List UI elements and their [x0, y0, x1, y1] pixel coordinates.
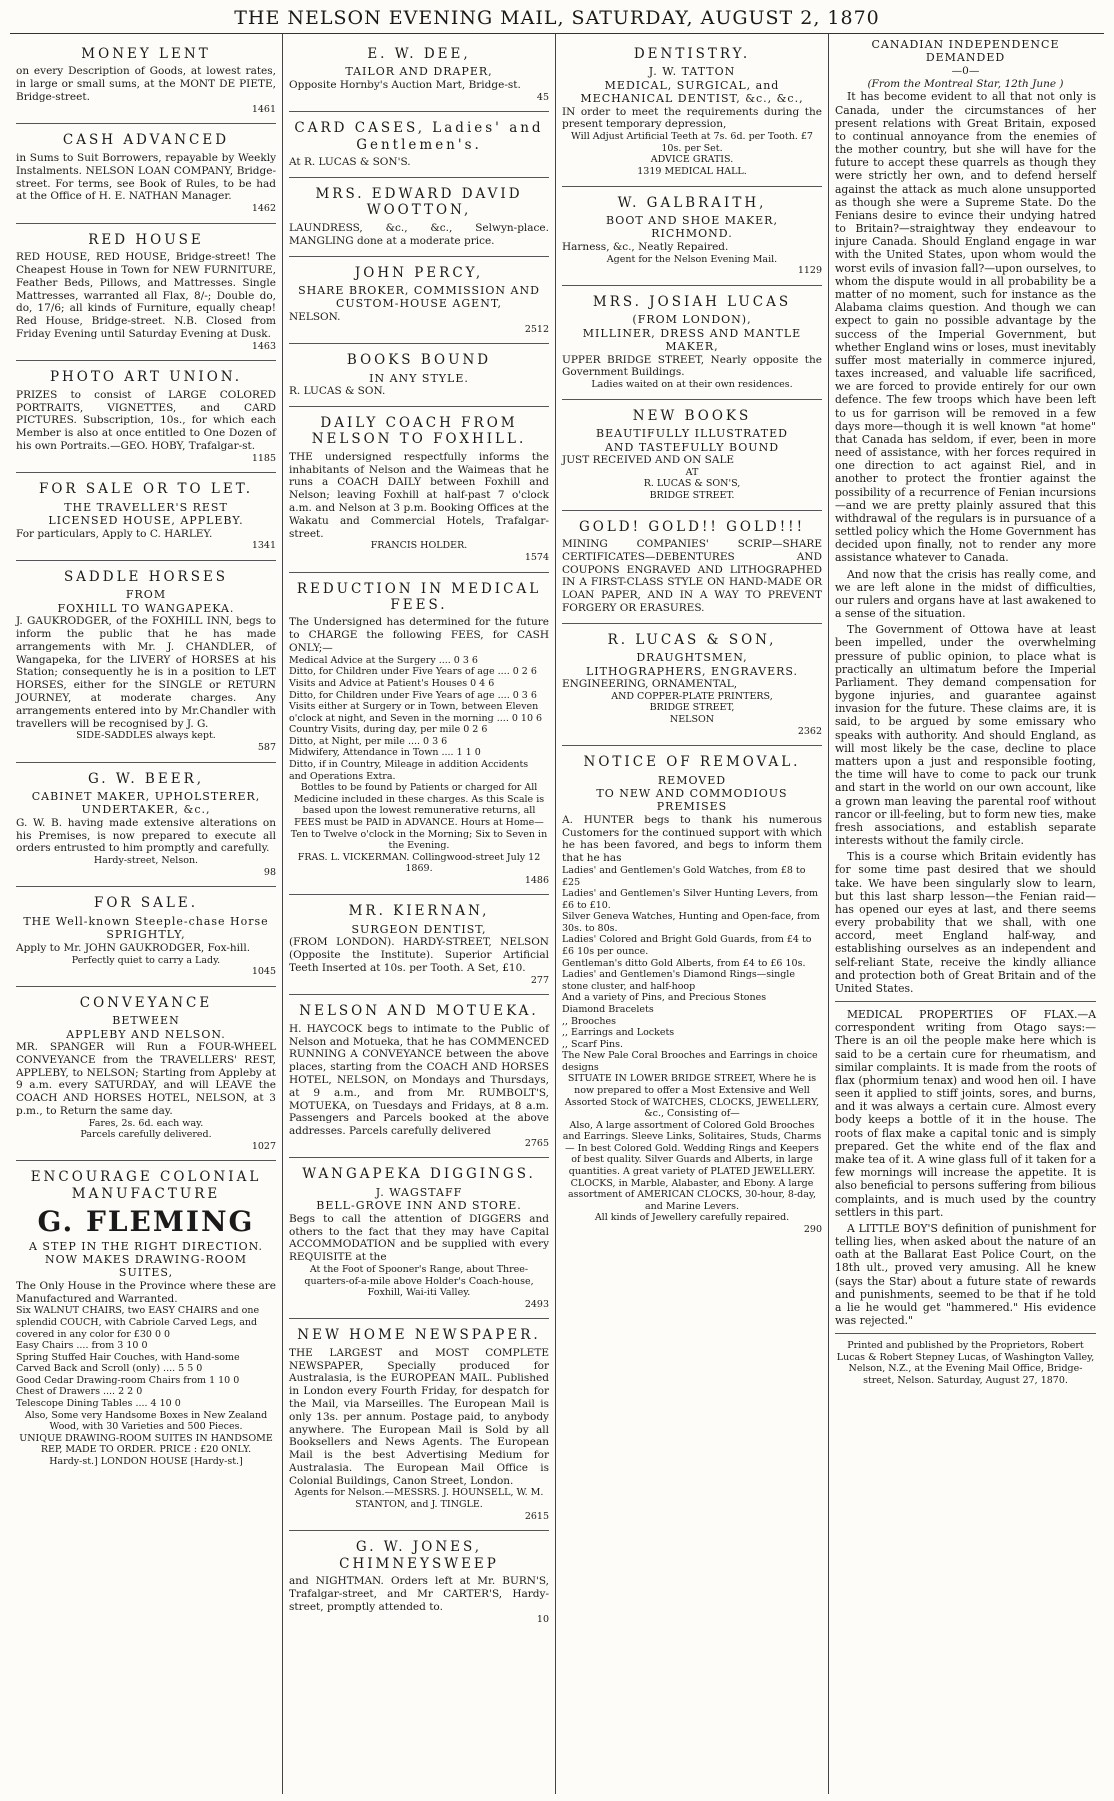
ad-body: J. GAUKRODGER, of the FOXHILL INN, begs to inform the public that he has made arrangements with Mr. J. CHANDLER, of Wangapeka, for the LIVERY of HORSES at his Station; consequently he is in a position to LET HORSES, either for the SINGLE or RETURN JOURNEY, at moderate charges. Any arrangements entered into by Mr.Chandler with travellers will be recognised by J. G.: [16, 615, 276, 730]
advertisement: [289, 995, 549, 1158]
ad-extra: FRANCIS HOLDER.: [370, 540, 468, 552]
ad-title: DENTISTRY.: [633, 46, 751, 62]
ad-title: GOLD! GOLD!! GOLD!!!: [578, 518, 806, 535]
ad-extra-2: FRAS. L. VICKERMAN. Collingwood-street July 12 1869.: [297, 851, 541, 875]
ad-number: 1027: [251, 1140, 276, 1152]
advertisement: [289, 38, 549, 112]
ad-body: THE undersigned respectfully informs the inhabitants of Nelson and the Waimeas that he runs a COACH DAILY between Foxhill and Nelson; leaving Foxhill at half-past 7 o'clock a.m. and Nelson at 3 p.m. Booking Offices at the Wakatu and Commercial Hotels, Trafalgar-street.: [289, 450, 549, 540]
ad-number: 1461: [251, 103, 276, 115]
price-list-item: Ditto, for Children under Five Years of age .... 0 2 6: [289, 666, 537, 678]
ad-subtitle-2: APPLEBY AND NELSON.: [66, 1027, 226, 1041]
price-list-item: ,, Earrings and Lockets: [562, 1027, 675, 1039]
article-paragraph: And now that the crisis has really come, and we are left alone in the midst of difficulties, our rulers and organs have at last awakened to a sense of the situation.: [835, 567, 1096, 621]
ad-subtitle: BOOT AND SHOE MAKER,: [606, 214, 778, 228]
ad-footer: NELSON: [669, 713, 715, 725]
ad-subtitle: IN ANY STYLE.: [369, 371, 469, 385]
price-list-item: The New Pale Coral Brooches and Earrings in choice designs: [562, 1050, 818, 1073]
ad-extra: Perfectly quiet to carry a Lady.: [71, 954, 221, 966]
ad-title: CARD CASES, Ladies' and Gentlemen's.: [294, 120, 544, 153]
ad-body: in Sums to Suit Borrowers, repayable by Weekly Instalments. NELSON LOAN COMPANY, Bridge-street. For terms, see Book of Rules, to be had at the Office of H. E. NATHAN Manager.: [16, 151, 276, 203]
ad-body: MR. SPANGER will Run a FOUR-WHEEL CONVEYANCE from the TRAVELLERS' REST, APPLEBY, to NELSON; Starting from Appleby at 9 a.m. every SATURDAY, and will LEAVE the COACH AND HORSES HOTEL, NELSON, at 3 p.m., to Return the same day.: [16, 1040, 276, 1117]
ad-body: IN order to meet the requirements during the present temporary depression,: [562, 105, 822, 131]
ad-extra: Will Adjust Artificial Teeth at 7s. 6d. per Tooth. £7 10s. per Set.: [571, 131, 813, 154]
ad-subtitle: TAILOR AND DRAPER,: [345, 65, 493, 79]
ad-body: Harness, &c., Neatly Repaired.: [562, 240, 729, 253]
flax-title: MEDICAL PROPERTIES OF FLAX.: [847, 1008, 1078, 1022]
advertisement: [16, 1161, 276, 1475]
ad-body: LAUNDRESS, &c., &c., Selwyn-place. MANGLING done at a moderate price.: [289, 221, 549, 247]
ad-body: (FROM LONDON). HARDY-STREET, NELSON (Opposite the Institute). Superior Artificial Teeth Inserted at 10s. per Tooth. A Set, £10.: [289, 936, 549, 974]
price-list-item: ,, Brooches: [562, 1015, 616, 1027]
ad-subtitle: A STEP IN THE RIGHT DIRECTION.: [28, 1239, 263, 1253]
advertisement: [289, 407, 549, 573]
ad-big-title: G. FLEMING: [37, 1205, 255, 1239]
ad-extra: SIDE-SADDLES always kept.: [76, 730, 216, 742]
column-3: [556, 34, 829, 1794]
ad-body: Begs to call the attention of DIGGERS and others to the fact that they may have Capital ACCOMMODATION and be supplied with every REQUISITE at the: [289, 1212, 549, 1264]
ad-body: Opposite Hornby's Auction Mart, Bridge-st.: [289, 78, 521, 91]
price-list-item: Silver Geneva Watches, Hunting and Open-face, from 30s. to 80s.: [562, 911, 820, 934]
ad-subtitle-2: TO NEW AND COMMODIOUS PREMISES: [596, 787, 788, 814]
ad-footer: Hardy-st.] LONDON HOUSE [Hardy-st.]: [49, 1455, 243, 1467]
ad-body: A. HUNTER begs to thank his numerous Customers for the continued support with which he has been favored, and begs to inform them that he has: [562, 813, 822, 865]
ad-number: 587: [257, 742, 276, 754]
ad-title: G. W. BEER,: [87, 770, 205, 787]
advertisement: [289, 178, 549, 257]
advertisement: [562, 38, 822, 187]
ad-title: R. LUCAS & SON,: [607, 631, 777, 648]
price-list-item: Telescope Dining Tables .... 4 10 0: [16, 1397, 181, 1409]
advertisement: [562, 400, 822, 511]
ad-body: PRIZES to consist of LARGE COLORED PORTRAITS, VIGNETTES, and CARD PICTURES. Subscription, 10s., for which each Member is also at once entitled to One Dozen of his own Portraits.—GEO. HOBY, Trafalgar-st.: [16, 388, 276, 452]
advertisement: [562, 746, 822, 1243]
ad-body: H. HAYCOCK begs to intimate to the Public of Nelson and Motueka, that he has COMMENCED RUNNING A CONVEYANCE between the above places, starting from the COACH AND HORSES HOTEL, NELSON, on Mondays and Thursdays, at 9 a.m., and from Mr. RUMBOLT'S, MOTUEKA, on Tuesdays and Fridays, at 8 a.m. Passengers and Parcels booked at the above addresses. Parcels carefully delivered: [289, 1022, 549, 1138]
advertisement: [16, 473, 276, 561]
ad-number: 1129: [797, 265, 822, 277]
price-list-item: Country Visits, during day, per mile 0 2 6: [289, 724, 488, 736]
price-list-item: Spring Stuffed Hair Couches, with Hand-some Carved Back and Scroll (only) .... 5 5 0: [16, 1351, 240, 1375]
article-source: (From the Montreal Star, 12th June ): [867, 77, 1064, 90]
ad-title: BOOKS BOUND: [346, 352, 492, 369]
ad-title: MONEY LENT: [81, 46, 211, 62]
advertisement: [289, 1319, 549, 1531]
ad-body: MINING COMPANIES' SCRIP—SHARE CERTIFICATES—DEBENTURES AND COUPONS ENGRAVED AND LITHOGRAPHED IN A FIRST-CLASS STYLE ON HAND-MADE OR LOAN PAPER, AND IN A WAY TO PREVENT FORGERY OR ERASURES.: [562, 537, 822, 614]
price-list-item: Visits either at Surgery or in Town, between Eleven o'clock at night, and Seven in the morning .... 0 10 6: [289, 701, 543, 724]
advertisement: [16, 224, 276, 362]
ad-extra-2: R. LUCAS & SON'S,: [643, 478, 741, 490]
price-list-item: Ladies' and Gentlemen's Diamond Rings—single stone cluster, and half-hoop: [562, 969, 795, 992]
ad-extra: SITUATE IN LOWER BRIDGE STREET, Where he is now prepared to offer a Most Extensive and Well Assorted Stock of WATCHES, CLOCKS, JEWELLERY, &c., Consisting of—: [564, 1073, 820, 1120]
advertisement: [16, 763, 276, 888]
ad-extra: Agent for the Nelson Evening Mail.: [606, 253, 778, 265]
ad-body: At R. LUCAS & SON'S.: [289, 156, 411, 169]
ad-body: For particulars, Apply to C. HARLEY.: [16, 527, 213, 540]
masthead: THE NELSON EVENING MAIL, SATURDAY, AUGUST 2, 1870: [10, 0, 1104, 34]
ad-subtitle: THE TRAVELLER'S REST: [64, 500, 228, 514]
ad-title: SADDLE HORSES: [63, 568, 229, 585]
ad-title: NOTICE OF REMOVAL.: [583, 754, 801, 771]
ad-title: WANGAPEKA DIGGINGS.: [302, 1166, 536, 1183]
ad-number: 2493: [524, 1298, 549, 1310]
price-list-item: Good Cedar Drawing-room Chairs from 1 10 0: [16, 1374, 240, 1386]
advertisement: [289, 895, 549, 995]
ad-number: 1574: [524, 551, 549, 563]
ad-body: RED HOUSE, RED HOUSE, Bridge-street! The Cheapest House in Town for NEW FURNITURE, Feather Beds, Pillows, and Mattresses. Single Mattresses, warranted all Flax, 8/-; Double do, do, 17/6; all kinds of Furniture, equally cheap! Red House, Bridge-street. N.B. Closed from Friday Evening until Saturday Evening at Dusk.: [16, 251, 276, 340]
ad-number: 2512: [524, 323, 549, 335]
ad-body: The Only House in the Province where these are Manufactured and Warranted.: [16, 1279, 276, 1305]
ad-subtitle: BETWEEN: [112, 1014, 180, 1028]
advertisement: [16, 124, 276, 223]
article-body: [835, 90, 1096, 995]
ad-subtitle: SURGEON DENTIST,: [351, 922, 487, 936]
ad-number: 1462: [251, 203, 276, 215]
ad-subtitle-2: FOXHILL TO WANGAPEKA.: [57, 601, 235, 615]
advertisement: [289, 257, 549, 345]
ad-title: NELSON AND MOTUEKA.: [299, 1003, 539, 1020]
advertisement: [562, 286, 822, 400]
ad-extra-2: UNIQUE DRAWING-ROOM SUITES IN HANDSOME REP, MADE TO ORDER. PRICE : £20 ONLY.: [19, 1432, 273, 1456]
ad-subtitle: FROM: [125, 588, 167, 602]
price-list-item: Ditto, at Night, per mile .... 0 3 6: [289, 735, 448, 747]
advertisement: [562, 624, 822, 746]
ad-extra: AT: [685, 466, 699, 478]
ad-extra-2: ADVICE GRATIS.: [650, 154, 734, 166]
ad-body: JUST RECEIVED AND ON SALE: [562, 453, 735, 466]
ad-number: 45: [536, 91, 549, 103]
ad-title: CASH ADVANCED: [62, 132, 230, 149]
ad-number: 2615: [524, 1510, 549, 1522]
ad-subtitle: REMOVED: [657, 773, 727, 787]
ad-number: 2765: [524, 1137, 549, 1149]
ad-title: E. W. DEE,: [367, 46, 471, 62]
ad-body: THE LARGEST and MOST COMPLETE NEWSPAPER, Specially produced for Australasia, is the EUROPEAN MAIL. Published in London every Fourth Friday, for despatch for the Mail, via Marseilles. The European Mail is only 13s. per annum. Postage paid, to anybody anywhere. The European Mail is Sold by all Booksellers and News Agents. The European Mail is the best Advertising Medium for Australasia. The European Mail Office is Colonial Buildings, Canon Street, London.: [289, 1346, 549, 1487]
ad-number: 1185: [251, 452, 276, 464]
ad-number: 290: [803, 1223, 822, 1235]
ad-subtitle-2: AND TASTEFULLY BOUND: [604, 440, 780, 454]
ad-extra: Fares, 2s. 6d. each way.: [88, 1117, 204, 1129]
ad-extra: At the Foot of Spooner's Range, about Three-quarters-of-a-mile above Holder's Coach-house, Foxhill, Wai-iti Valley.: [304, 1263, 534, 1299]
ad-extra-2: Also, A large assortment of Colored Gold Brooches and Earrings. Sleeve Links, Solitaires, Studs, Charms — In best Colored Gold. Wedding Rings and Keepers of best quality. Silver Guards and Alberts, in large quantities. A great variety of PLATED JEWELLERY. CLOCKS, in Marble, Alabaster, and Ebony. A large assortment of AMERICAN CLOCKS, 30-hour, 8-day, and Marine Levers.: [562, 1119, 822, 1212]
ad-body: UPPER BRIDGE STREET, Nearly opposite the Government Buildings.: [562, 353, 822, 379]
price-list-item: Ladies' Colored and Bright Gold Guards, from £4 to £6 10s per ounce.: [562, 934, 812, 958]
boy-body: definition of punishment for telling lies, when asked about the nature of an oath at the Ballarat East Police Court, on the 18th ult., proved very amusing. All he knew (says the Star) about a future state of rewards and punishments, seemed to be that if he told a lie he would get "hammered." His evidence was rejected.": [835, 1221, 1096, 1328]
advertisement: [562, 187, 822, 286]
ad-extra: AND COPPER-PLATE PRINTERS,: [611, 690, 773, 702]
ad-title: PHOTO ART UNION.: [49, 369, 243, 386]
ad-extra: Hardy-street, Nelson.: [93, 855, 199, 867]
ad-extra-2: BRIDGE STREET,: [649, 702, 735, 714]
price-list-item: Ditto, if in Country, Mileage in addition Accidents and Operations Extra.: [289, 759, 529, 782]
ad-subtitle-2: RICHMOND.: [651, 227, 733, 241]
ad-body: R. LUCAS & SON.: [289, 385, 386, 398]
ad-title: MRS. JOSIAH LUCAS: [592, 293, 792, 310]
ad-subtitle: (FROM LONDON),: [632, 313, 752, 327]
price-list-item: Medical Advice at the Surgery .... 0 3 6: [289, 654, 478, 666]
ad-extra: Ladies waited on at their own residences.: [591, 379, 793, 391]
ad-subtitle-2: MEDICAL, SURGICAL, and MECHANICAL DENTIST, &c., &c.,: [580, 78, 804, 106]
advertisement: [289, 344, 549, 407]
ad-body: Apply to Mr. JOHN GAUKRODGER, Fox-hill.: [16, 941, 251, 954]
ad-title: CONVEYANCE: [79, 994, 213, 1011]
advertisement: [16, 38, 276, 124]
advertisement: [562, 511, 822, 624]
article-paragraph: The Government of Ottowa have at least been impelled, under the overwhelming pressure of public opinion, to place what is practically an ultimatum before the Imperial Parliament. They demand compensation for bygone injuries, and guarantee against invasion for the future. These claims are, it is said, to be argued by some emissary who speaks with authority. And should England, as will most likely be the case, decline to place matters upon a just and responsible footing, the time will have to come to pack our trunk and start in the world on our own account, like a grown man leaving the parental roof without rancor or ill-feeling, but to form new ties, make fresh associations, and establish separate interests without the family circle.: [835, 623, 1096, 848]
price-list-item: Ditto, for Children under Five Years of age .... 0 3 6: [289, 689, 537, 701]
ad-body: ENGINEERING, ORNAMENTAL,: [562, 678, 738, 691]
ad-extra-2: Parcels carefully delivered.: [80, 1129, 212, 1141]
boy-article: [835, 1222, 1096, 1327]
article-paragraph: This is a course which Britain evidently has for some time past desired that we should take. We have been singularly slow to learn, but this last sharp lesson—the Fenian raid—has opened our eyes at last, and there seems every probability that we shall, with one accord, meet England half-way, and establishing ourselves as an independent and self-reliant State, receive the kindly alliance and protection both of Great Britain and of the United States.: [835, 850, 1096, 995]
price-list-item: ,, Scarf Pins.: [562, 1038, 624, 1050]
price-list-item: Chest of Drawers .... 2 2 0: [16, 1386, 143, 1398]
ad-body: NELSON.: [289, 310, 341, 323]
imprint: Printed and published by the Proprietors, Robert Lucas & Robert Stepney Lucas, of Washington Valley, Nelson, N.Z., at the Evening Mail Office, Bridge-street, Nelson. Saturday, August 27, 1870.: [836, 1340, 1095, 1386]
ad-title: NEW BOOKS: [632, 407, 752, 424]
ad-extra: Also, Some very Handsome Boxes in New Zealand Wood, with 30 Varieties and 500 Pieces.: [24, 1409, 268, 1433]
price-list-item: Diamond Bracelets: [562, 1003, 654, 1015]
ad-subtitle-2: UNDERTAKER, &c.,: [81, 803, 211, 817]
price-list-item: Ladies' and Gentlemen's Gold Watches, from £8 to £25: [562, 865, 806, 888]
flax-body: —A correspondent writing from Otago says:—There is an oil the people make here which is said to be a certain cure for rheumatism, and similar complaints. It is made from the roots of flax (phormium tenax) and wood hen oil. I have seen it applied to stiff joints, sores, and burns, and it was always a certain cure. Almost every body keeps a bottle of it in the house. The roots of flax make a capital tonic and is simply prepared. Get the white end of the flax and make tea of it. A wine glass full of it taken for a few mornings will increase the appetite. It is also beneficial to persons suffering from bilious complaints, and is much used by the country settlers in this part.: [835, 1008, 1096, 1219]
ad-subtitle-2: LICENSED HOUSE, APPLEBY.: [48, 514, 244, 528]
ad-extra: Bottles to be found by Patients or charged for All Medicine included in these charges. As this Scale is based upon the lowest remunerative returns, all FEES must be PAID in ADVANCE. Hours at Home—Ten to Twelve o'clock in the Morning; Six to Seven in the Evening.: [290, 782, 548, 852]
ad-number: 1486: [524, 874, 549, 886]
ad-subtitle: CABINET MAKER, UPHOLSTERER,: [31, 790, 261, 804]
column-4: [829, 34, 1102, 1794]
ad-body: The Undersigned has determined for the future to CHARGE the following FEES, for CASH ONLY;—: [289, 616, 549, 655]
ad-number: 1045: [251, 966, 276, 978]
ad-body: and NIGHTMAN. Orders left at Mr. BURN'S, Trafalgar-street, and Mr CARTER'S, Hardy-street, promptly attended to.: [289, 1575, 549, 1613]
advertisement: [16, 561, 276, 763]
ad-subtitle-2: MILLINER, DRESS AND MANTLE MAKER,: [582, 326, 802, 354]
ad-title: JOHN PERCY,: [354, 264, 484, 281]
ad-subtitle-2: NOW MAKES DRAWING-ROOM SUITES,: [44, 1252, 248, 1280]
ad-body: G. W. B. having made extensive alterations on his Premises, is now prepared to execute all orders entrusted to him promptly and carefully.: [16, 816, 276, 855]
column-2: [283, 34, 556, 1794]
page-columns: [10, 34, 1104, 1794]
ad-footer: BRIDGE STREET.: [649, 489, 735, 501]
ad-title: MRS. EDWARD DAVID WOOTTON,: [315, 185, 523, 219]
ad-footer: 1319 MEDICAL HALL.: [637, 166, 747, 178]
ad-footer: All kinds of Jewellery carefully repaired.: [594, 1212, 790, 1224]
ad-subtitle: BEAUTIFULLY ILLUSTRATED: [596, 427, 788, 441]
ad-subtitle: DRAUGHTSMEN,: [636, 651, 748, 665]
ad-subtitle: SHARE BROKER, COMMISSION AND CUSTOM-HOUSE AGENT,: [298, 283, 540, 311]
ad-title: ENCOURAGE COLONIAL MANUFACTURE: [30, 1169, 262, 1202]
ad-number: 10: [536, 1613, 549, 1625]
ad-title: FOR SALE.: [94, 895, 198, 912]
price-list-item: Midwifery, Attendance in Town .... 1 1 0: [289, 747, 481, 759]
advertisement: [289, 573, 549, 896]
ad-title: DAILY COACH FROM NELSON TO FOXHILL.: [311, 414, 527, 448]
article-divider: —0—: [951, 64, 980, 77]
ad-number: 1463: [251, 340, 276, 352]
ad-number: 2362: [797, 725, 822, 737]
ad-subtitle-2: LITHOGRAPHERS, ENGRAVERS.: [585, 664, 799, 678]
price-list-item: Six WALNUT CHAIRS, two EASY CHAIRS and one splendid COUCH, with Cabriole Carved Legs, and covered in any color for £30 0 0: [16, 1305, 260, 1340]
ad-extra: Agents for Nelson.—MESSRS. J. HOUNSELL, W. M. STANTON, and J. TINGLE.: [294, 1487, 544, 1511]
ad-subtitle-2: SPRIGHTLY,: [106, 928, 186, 942]
advertisement: [289, 1158, 549, 1319]
price-list-item: Ladies' and Gentlemen's Silver Hunting Levers, from £6 to £10.: [562, 888, 819, 911]
ad-title: FOR SALE OR TO LET.: [38, 481, 254, 498]
ad-subtitle: J. W. TATTON: [648, 65, 736, 79]
price-list-item: And a variety of Pins, and Precious Stones: [562, 992, 767, 1004]
boy-title: A LITTLE BOY'S: [847, 1221, 938, 1235]
ad-number: 1341: [251, 540, 276, 552]
ad-title: G. W. JONES, CHIMNEYSWEEP: [339, 1539, 499, 1572]
ad-subtitle: J. WAGSTAFF: [375, 1185, 463, 1199]
ad-subtitle-2: BELL-GROVE INN AND STORE.: [316, 1199, 522, 1213]
flax-article: [835, 1008, 1096, 1219]
price-list-item: Easy Chairs .... from 3 10 0: [16, 1340, 148, 1352]
advertisement: [16, 987, 276, 1162]
ad-title: REDUCTION IN MEDICAL FEES.: [296, 580, 542, 613]
ad-subtitle: THE Well-known Steeple-chase Horse: [23, 914, 269, 928]
column-1: [10, 34, 283, 1794]
ad-title: W. GALBRAITH,: [617, 194, 767, 211]
advertisement: [16, 361, 276, 473]
advertisement: [289, 1531, 549, 1633]
price-list-item: Visits and Advice at Patient's Houses 0 4 6: [289, 678, 495, 689]
price-list-item: Gentleman's ditto Gold Alberts, from £4 to £6 10s.: [562, 957, 806, 969]
ad-number: 98: [263, 866, 276, 878]
ad-number: 277: [530, 974, 549, 986]
ad-title: MR. KIERNAN,: [348, 903, 490, 920]
ad-body: on every Description of Goods, at lowest rates, in large or small sums, at the MONT DE PIETE, Bridge-street.: [16, 65, 276, 104]
ad-title: NEW HOME NEWSPAPER.: [297, 1327, 541, 1344]
article-heading: CANADIAN INDEPENDENCE DEMANDED: [871, 38, 1060, 65]
advertisement: [16, 887, 276, 986]
ad-title: RED HOUSE: [88, 231, 204, 248]
article-paragraph: It has become evident to all that not only is Canada, under the circumstances of her present relations with Great Britain, exposed to continual annoyance from the enemies of the mother country, but she will have for the future to accept these quarrels as though they were strictly her own, and to defend herself against the attack as much alone unsupported as though she were a Supreme State. Do the Fenians desire to evince their undying hatred to Britain?—straightway they endeavour to injure Canada. Should England engage in war with the United States, upon whom would the worst evils of invasion fall?—upon ourselves, to whom the dispute would in all probability be a matter of no moment, such for instance as the Alabama claims question. And though we can expect to gain no possible advantage by the success of the Imperial Government, but whether England wins or loses, must inevitably suffer most materially in commerce injured, taxes increased, and valuable life sacrificed, we are forced to provide entirely for our own defence. The few troops which have been left to us for garrison will be removed in a few days more—though it is well known "at home" that Canada has seldom, if ever, been in more need of assistance, with her forces required in one direction to act against Riel, and in another to protect the frontier against the possibility of a recurrence of Fenian incursions—and we are pretty plainly assured that this withdrawal of the regulars is in pursuance of a settled policy which the Home Government has decided upon finally, not to render any more assistance whatever to Canada.: [835, 90, 1096, 565]
advertisement: [289, 112, 549, 178]
